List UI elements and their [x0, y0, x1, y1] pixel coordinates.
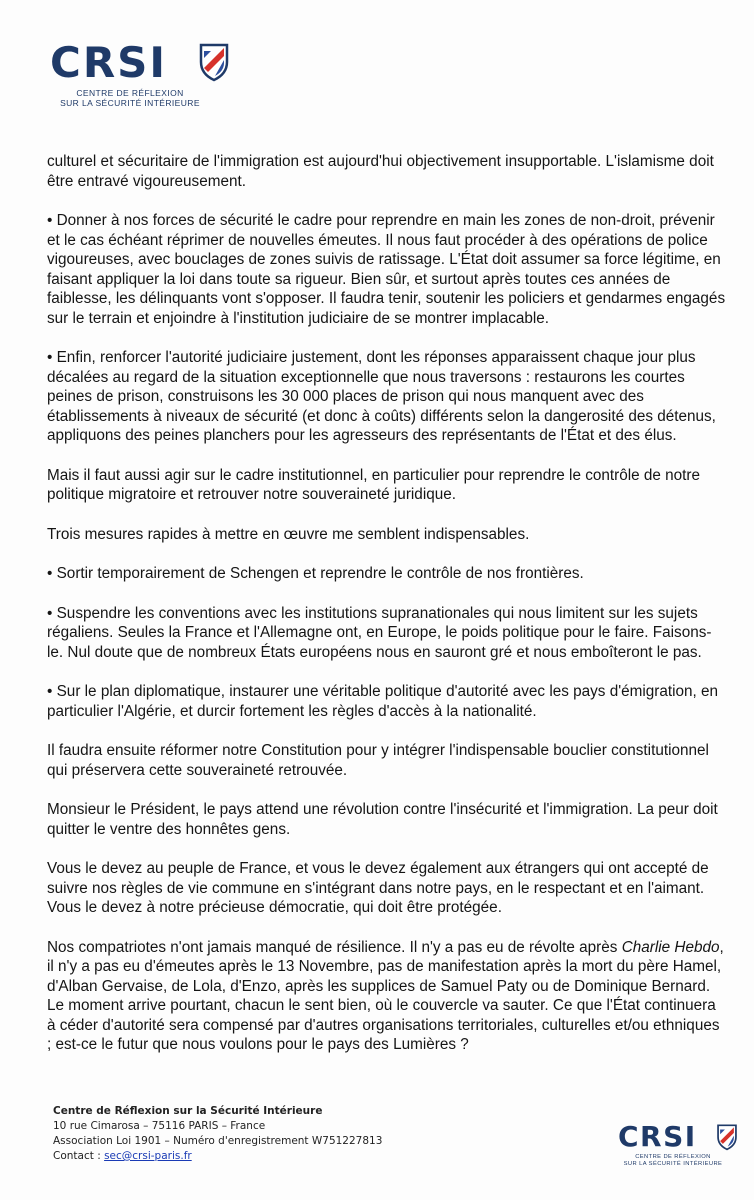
logo-subtitle-line1: CENTRE DE RÉFLEXION: [76, 88, 184, 98]
paragraph: Vous le devez au peuple de France, et vous le devez également aux étrangers qui ont accepté de suivre nos règles de vie commune en s'intégrant dans notre pays, en le respectant et en l'aimant. Vous le devez à notre précieuse démocratie, qui doit être protégée.: [47, 860, 709, 916]
paragraph: culturel et sécuritaire de l'immigration est aujourd'hui objectivement insupportable. L'islamisme doit être entravé vigoureusement.: [47, 153, 714, 190]
shield-icon: [716, 1123, 738, 1151]
closing-text-start: Nos compatriotes n'ont jamais manqué de résilience. Il n'y a pas eu de révolte après: [47, 938, 622, 956]
letter-body: [47, 152, 727, 1075]
logo-wordmark: CRSI: [618, 1120, 697, 1153]
footer-address-line: 10 rue Cimarosa – 75116 PARIS – France: [53, 1120, 266, 1132]
closing-italic-title: Charlie Hebdo: [621, 938, 720, 956]
bullet-paragraph: • Sortir temporairement de Schengen et reprendre le contrôle de nos frontières.: [47, 565, 584, 582]
shield-icon: [198, 42, 230, 82]
closing-paragraph: [47, 938, 727, 1055]
logo-subtitle: [50, 88, 210, 108]
logo-subtitle-line2: SUR LA SÉCURITÉ INTÉRIEURE: [623, 1161, 723, 1167]
closing-text-end: , il n'y a pas eu d'émeutes après le 13 Novembre, pas de manifestation après la mort du père Hamel, d'Alban Gervaise, de Lola, d'Enzo, après les supplices de Samuel Paty ou de Dominique Bernard. Le moment arrive pourtant, chacun le sent bien, où le couvercle va sauter. Ce que l'État continuera à céder d'autorité sera compensé par d'autres organisations territoriales, culturelles et/ou ethniques ; est-ce le futur que nous voulons pour le pays des Lumières ?: [47, 938, 724, 1053]
footer-registration: Association Loi 1901 – Numéro d'enregistrement W751227813: [53, 1135, 383, 1147]
logo-subtitle-line1: CENTRE DE RÉFLEXION: [635, 1154, 711, 1160]
crsi-logo-footer: [618, 1120, 748, 1180]
bullet-paragraph: • Enfin, renforcer l'autorité judiciaire justement, dont les réponses apparaissent chaque jour plus décalées au regard de la situation exceptionnelle que nous traversons : restaurons les courtes peines de prison, construisons les 30 000 places de prison qui nous manquent avec des établissements à niveaux de sécurité (et donc à coûts) différents selon la dangerosité des détenus, appliquons des peines planchers pour les agresseurs des représentants de l'État et des élus.: [47, 349, 716, 444]
footer-address: [53, 1104, 473, 1164]
paragraph: Mais il faut aussi agir sur le cadre institutionnel, en particulier pour reprendre le contrôle de notre politique migratoire et retrouver notre souveraineté juridique.: [47, 466, 701, 503]
paragraph: Il faudra ensuite réformer notre Constitution pour y intégrer l'indispensable bouclier constitutionnel qui préservera cette souveraineté retrouvée.: [47, 742, 709, 779]
paragraph: Monsieur le Président, le pays attend une révolution contre l'insécurité et l'immigration. La peur doit quitter le ventre des honnêtes gens.: [47, 801, 718, 838]
bullet-paragraph: • Suspendre les conventions avec les institutions supranationales qui nous limitent sur les sujets régaliens. Seules la France et l'Allemagne ont, en Europe, le poids politique pour le faire. Faisons-le. Nul doute que de nombreux États européens nous en sauront gré et nous emboîteront le pas.: [47, 604, 712, 661]
footer-contact-label: Contact :: [53, 1150, 105, 1162]
footer-contact: [53, 1149, 473, 1164]
paragraph: Trois mesures rapides à mettre en œuvre me semblent indispensables.: [47, 525, 530, 543]
logo-subtitle-line2: SUR LA SÉCURITÉ INTÉRIEURE: [60, 98, 200, 108]
crsi-logo-header: [50, 38, 250, 118]
bullet-paragraph: • Sur le plan diplomatique, instaurer une véritable politique d'autorité avec les pays d'émigration, en particulier l'Algérie, et durcir fortement les règles d'accès à la nationalité.: [47, 683, 719, 720]
logo-wordmark: CRSI: [50, 38, 168, 87]
bullet-paragraph: • Donner à nos forces de sécurité le cadre pour reprendre en main les zones de non-droit, prévenir et le cas échéant réprimer de nouvelles émeutes. Il nous faut procéder à des opérations de police vigoureuses, avec bouclages de zones suivis de ratissage. L'État doit assumer sa force légitime, en faisant appliquer la loi dans toute sa rigueur. Bien sûr, et surtout après toutes ces années de faiblesse, les délinquants vont s'opposer. Il faudra tenir, soutenir les policiers et gendarmes engagés sur le terrain et enjoindre à l'institution judiciaire de se montrer implacable.: [47, 212, 726, 327]
logo-subtitle: [618, 1154, 728, 1168]
footer-email-link[interactable]: sec@crsi-paris.fr: [104, 1150, 192, 1162]
footer-org-name: Centre de Réflexion sur la Sécurité Intérieure: [53, 1105, 323, 1117]
